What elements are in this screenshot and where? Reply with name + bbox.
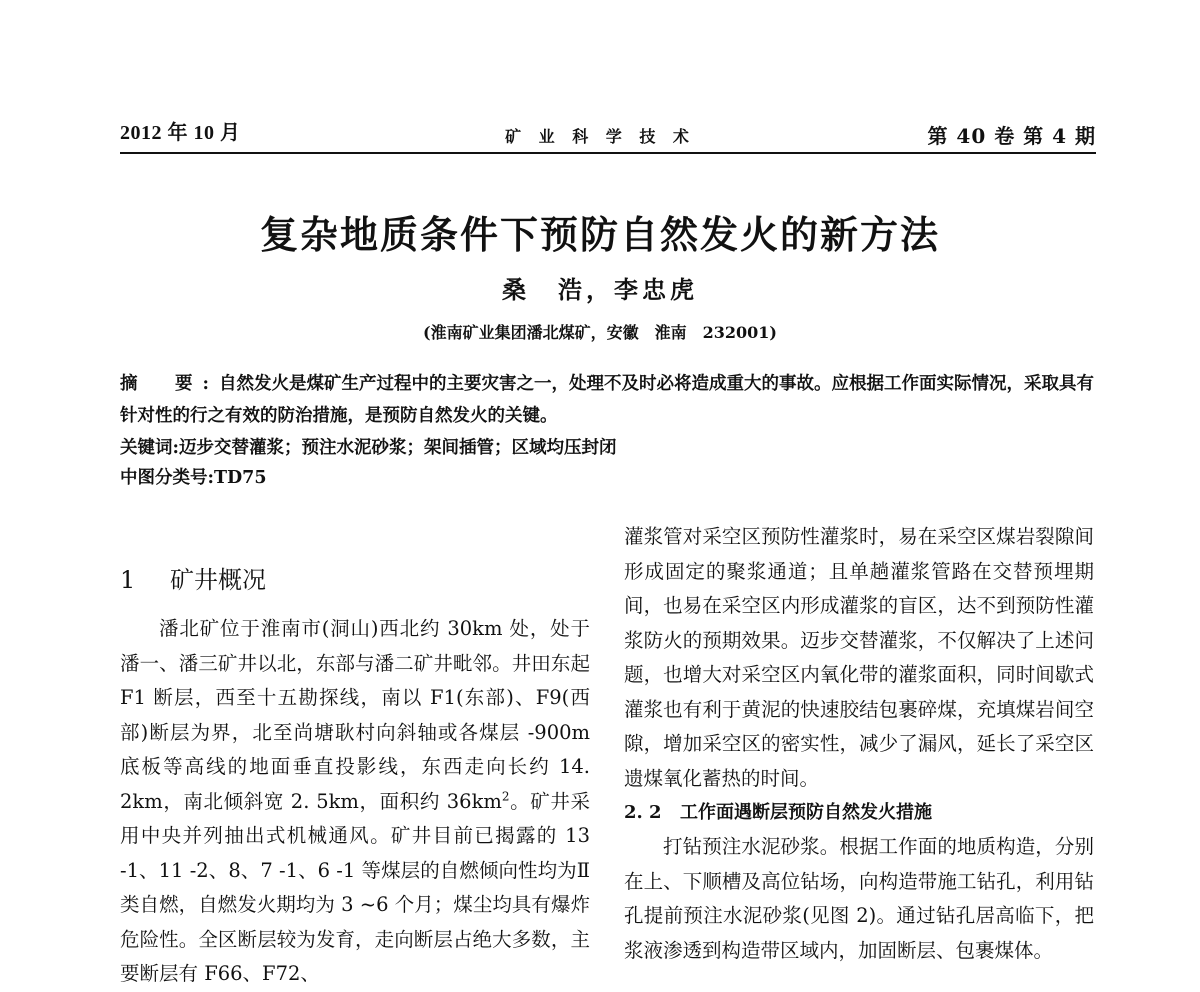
clc-text: TD75 xyxy=(213,468,267,488)
section-1-text-a: 潘北矿位于淮南市(洞山)西北约 30km 处，处于潘一、潘三矿井以北，东部与潘二矿井毗邻。井田东起 F1 断层，西至十五勘探线，南以 F1(东部)、F9(西部)断层为界，北至尚塘耿村向斜轴或各煤层 -900m 底板等高线的地面垂直投影线，东西走向长约 14. 2km，南北倾斜宽 2. 5km，面积约 36km xyxy=(120,617,590,813)
section-1-heading xyxy=(120,560,590,600)
superscript-2: 2 xyxy=(501,789,510,803)
abstract-text: 自然发火是煤矿生产过程中的主要灾害之一，处理不及时必将造成重大的事故。应根据工作面实际情况，采取具有针对性的行之有效的防治措施，是预防自然发火的关键。 xyxy=(120,374,1094,426)
subsection-2-2-title: 工作面遇断层预防自然发火措施 xyxy=(680,802,932,823)
section-1-paragraph xyxy=(120,612,590,992)
section-1-title: 矿井概况 xyxy=(170,566,266,594)
article-title: 复杂地质条件下预防自然发火的新方法 xyxy=(259,213,940,257)
subsection-2-2-paragraph: 打钻预注水泥砂浆。根据工作面的地质构造，分别在上、下顺槽及高位钻场，向构造带施工钻孔，利用钻孔提前预注水泥砂浆(见图 2)。通过钻孔居高临下，把浆液渗透到构造带区域内，加固断层、包裹煤体。 xyxy=(624,835,1094,962)
right-column xyxy=(624,520,1094,968)
section-1-number: 1 xyxy=(120,566,136,594)
continued-paragraph: 灌浆管对采空区预防性灌浆时，易在采空区煤岩裂隙间形成固定的聚浆通道；且单趟灌浆管路在交替预埋期间，也易在采空区内形成灌浆的盲区，达不到预防性灌浆防火的预期效果。迈步交替灌浆，不仅解决了上述问题，也增大对采空区内氧化带的灌浆面积，同时间歇式灌浆也有利于黄泥的快速胶结包裹碎煤，充填煤岩间空隙，增加采空区的密实性，减少了漏风，延长了采空区遗煤氧化蓄热的时间。 xyxy=(624,525,1094,790)
article-authors: 桑 浩，李忠虎 xyxy=(502,275,698,304)
keywords xyxy=(120,434,1096,462)
subsection-2-2-number: 2. 2 xyxy=(624,802,662,823)
subsection-2-2-heading xyxy=(624,796,1094,830)
keywords-label: 关键词: xyxy=(120,438,179,458)
header-issue: 第 40 卷 第 4 期 xyxy=(927,124,1096,148)
article-affiliation: (淮南矿业集团潘北煤矿，安徽 淮南 232001) xyxy=(423,323,777,342)
section-1-text-b: 。矿井采用中央并列抽出式机械通风。矿井目前已揭露的 13 -1、11 -2、8、7 -1、6 -1 等煤层的自燃倾向性均为Ⅱ类自燃，自燃发火期均为 3 ~6 个月；煤尘均具有爆炸危险性。全区断层较为发育，走向断层占绝大多数，主要断层有 F66、F72、 xyxy=(120,789,590,985)
keywords-text: 迈步交替灌浆；预注水泥砂浆；架间插管；区域均压封闭 xyxy=(178,438,617,458)
classification-number xyxy=(120,464,1096,492)
abstract xyxy=(120,368,1096,432)
left-column xyxy=(120,520,590,992)
clc-label: 中图分类号: xyxy=(120,468,214,488)
header-journal-name: 矿 业 科 学 技 术 xyxy=(505,127,695,146)
header-date: 2012 年 10 月 xyxy=(120,122,241,144)
header-rule xyxy=(120,152,1096,154)
abstract-label: 摘 要: xyxy=(120,374,219,394)
